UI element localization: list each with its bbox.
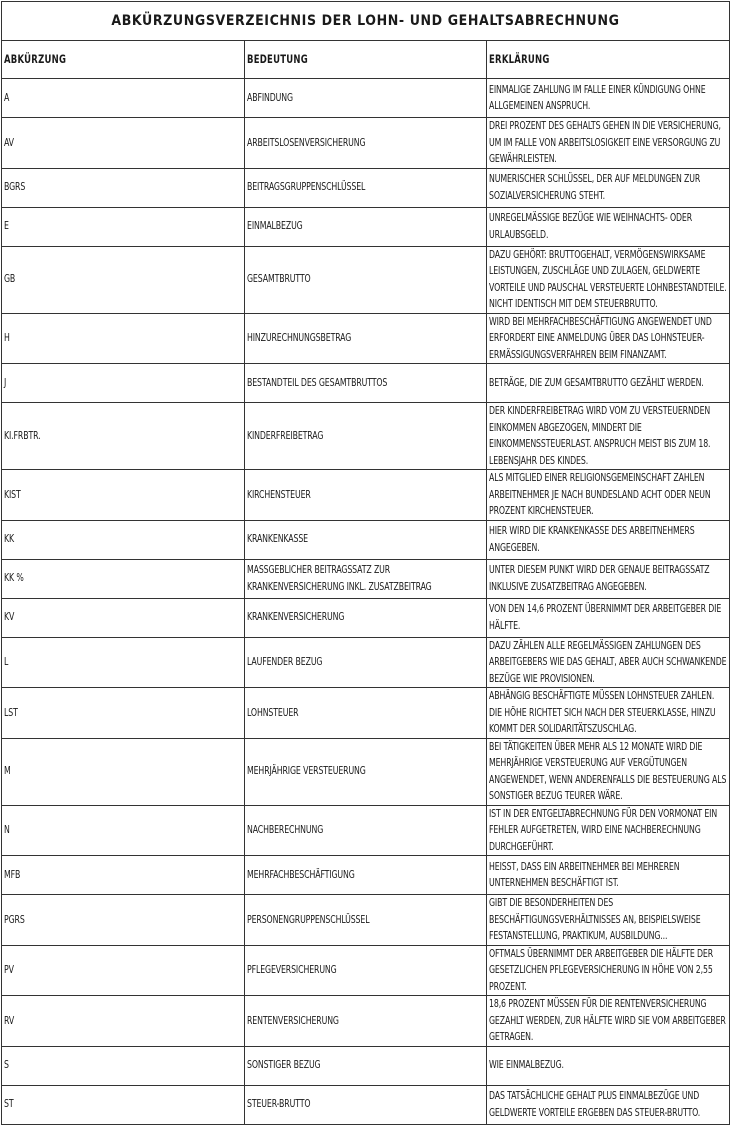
cell-bedeutung: MASSGEBLICHER BEITRAGSSATZ ZUR KRANKENVERSICHERUNG INKL. ZUSATZBEITRAG (244, 559, 487, 598)
cell-bedeutung: ABFINDUNG (244, 79, 487, 118)
cell-abkuerzung: J (2, 364, 245, 403)
cell-bedeutung: KIRCHENSTEUER (244, 470, 487, 521)
cell-erklaerung: HEISST, DASS EIN ARBEITNEHMER BEI MEHREREN UNTERNEHMEN BESCHÄFTIGT IST. (487, 856, 730, 895)
cell-abkuerzung: L (2, 637, 245, 688)
cell-bedeutung: ARBEITSLOSENVERSICHERUNG (244, 118, 487, 169)
cell-erklaerung: GIBT DIE BESONDERHEITEN DES BESCHÄFTIGUNGSVERHÄLTNISSES AN, BEISPIELSWEISE FESTANSTELLUNG, PRAKTIKUM, AUSBILDUNG... (487, 895, 730, 946)
cell-erklaerung: IST IN DER ENTGELTABRECHNUNG FÜR DEN VORMONAT EIN FEHLER AUFGETRETEN, WIRD EINE NACHBERECHNUNG DURCHGEFÜHRT. (487, 805, 730, 856)
cell-erklaerung: NUMERISCHER SCHLÜSSEL, DER AUF MELDUNGEN ZUR SOZIALVERSICHERUNG STEHT. (487, 168, 730, 207)
cell-bedeutung: KINDERFREIBETRAG (244, 403, 487, 470)
cell-abkuerzung: N (2, 805, 245, 856)
table-row (2, 246, 730, 313)
cell-abkuerzung: GB (2, 246, 245, 313)
table-row (2, 520, 730, 559)
cell-erklaerung: ALS MITGLIED EINER RELIGIONSGEMEINSCHAFT ZAHLEN ARBEITNEHMER JE NACH BUNDESLAND ACHT ODER NEUN PROZENT KIRCHENSTEUER. (487, 470, 730, 521)
cell-abkuerzung: KK (2, 520, 245, 559)
cell-abkuerzung: ST (2, 1085, 245, 1124)
header-bedeutung: BEDEUTUNG (244, 41, 487, 79)
cell-bedeutung: GESAMTBRUTTO (244, 246, 487, 313)
cell-abkuerzung: E (2, 207, 245, 246)
cell-erklaerung: WIRD BEI MEHRFACHBESCHÄFTIGUNG ANGEWENDET UND ERFORDERT EINE ANMELDUNG ÜBER DAS LOHNSTEUER-ERMÄSSIGUNGSVERFAHREN BEIM FINANZAMT. (487, 313, 730, 364)
cell-bedeutung: LAUFENDER BEZUG (244, 637, 487, 688)
cell-bedeutung: MEHRFACHBESCHÄFTIGUNG (244, 856, 487, 895)
table-row (2, 207, 730, 246)
table-row (2, 364, 730, 403)
cell-bedeutung: NACHBERECHNUNG (244, 805, 487, 856)
cell-abkuerzung: H (2, 313, 245, 364)
cell-erklaerung: ABHÄNGIG BESCHÄFTIGTE MÜSSEN LOHNSTEUER ZAHLEN. DIE HÖHE RICHTET SICH NACH DER STEUERKLASSE, HINZU KOMMT DER SOLIDARITÄTSZUSCHLAG. (487, 688, 730, 739)
header-erklaerung: ERKLÄRUNG (487, 41, 730, 79)
table-row (2, 1085, 730, 1124)
cell-erklaerung: DER KINDERFREIBETRAG WIRD VOM ZU VERSTEUERNDEN EINKOMMEN ABGEZOGEN, MINDERT DIE EINKOMMENSSTEUERLAST. ANSPRUCH MEIST BIS ZUM 18. LEBENSJAHR DES KINDES. (487, 403, 730, 470)
cell-bedeutung: KRANKENVERSICHERUNG (244, 598, 487, 637)
cell-abkuerzung: BGRS (2, 168, 245, 207)
cell-erklaerung: OFTMALS ÜBERNIMMT DER ARBEITGEBER DIE HÄLFTE DER GESETZLICHEN PFLEGEVERSICHERUNG IN HÖHE VON 2,55 PROZENT. (487, 945, 730, 996)
cell-erklaerung: BETRÄGE, DIE ZUM GESAMTBRUTTO GEZÄHLT WERDEN. (487, 364, 730, 403)
cell-bedeutung: BESTANDTEIL DES GESAMTBRUTTOS (244, 364, 487, 403)
cell-abkuerzung: KI.FRBTR. (2, 403, 245, 470)
cell-bedeutung: PERSONENGRUPPENSCHLÜSSEL (244, 895, 487, 946)
cell-abkuerzung: KIST (2, 470, 245, 521)
cell-erklaerung: UNTER DIESEM PUNKT WIRD DER GENAUE BEITRAGSSATZ INKLUSIVE ZUSATZBEITRAG ANGEGEBEN. (487, 559, 730, 598)
table-row (2, 996, 730, 1047)
table-row (2, 470, 730, 521)
table-row (2, 403, 730, 470)
table-row (2, 637, 730, 688)
table-row (2, 945, 730, 996)
cell-bedeutung: SONSTIGER BEZUG (244, 1046, 487, 1085)
cell-abkuerzung: PGRS (2, 895, 245, 946)
table-row (2, 598, 730, 637)
header-abkuerzung: ABKÜRZUNG (2, 41, 245, 79)
cell-erklaerung: VON DEN 14,6 PROZENT ÜBERNIMMT DER ARBEITGEBER DIE HÄLFTE. (487, 598, 730, 637)
cell-erklaerung: HIER WIRD DIE KRANKENKASSE DES ARBEITNEHMERS ANGEGEBEN. (487, 520, 730, 559)
cell-bedeutung: HINZURECHNUNGSBETRAG (244, 313, 487, 364)
cell-abkuerzung: M (2, 738, 245, 805)
cell-abkuerzung: PV (2, 945, 245, 996)
table-row (2, 313, 730, 364)
cell-erklaerung: UNREGELMÄSSIGE BEZÜGE WIE WEIHNACHTS- ODER URLAUBSGELD. (487, 207, 730, 246)
table-row (2, 895, 730, 946)
cell-erklaerung: BEI TÄTIGKEITEN ÜBER MEHR ALS 12 MONATE WIRD DIE MEHRJÄHRIGE VERSTEUERUNG AUF VERGÜTUNGEN ANGEWENDET, WENN ANDERENFALLS DIE BESTEUERUNG ALS SONSTIGER BEZUG TEURER WÄRE. (487, 738, 730, 805)
table-row (2, 1046, 730, 1085)
table-row (2, 118, 730, 169)
table-row (2, 559, 730, 598)
table-row (2, 688, 730, 739)
cell-bedeutung: RENTENVERSICHERUNG (244, 996, 487, 1047)
cell-erklaerung: EINMALIGE ZAHLUNG IM FALLE EINER KÜNDIGUNG OHNE ALLGEMEINEN ANSPRUCH. (487, 79, 730, 118)
cell-erklaerung: DAS TATSÄCHLICHE GEHALT PLUS EINMALBEZÜGE UND GELDWERTE VORTEILE ERGEBEN DAS STEUER-BRUTTO. (487, 1085, 730, 1124)
cell-bedeutung: BEITRAGSGRUPPENSCHLÜSSEL (244, 168, 487, 207)
cell-bedeutung: KRANKENKASSE (244, 520, 487, 559)
cell-abkuerzung: KK % (2, 559, 245, 598)
table-row (2, 738, 730, 805)
cell-erklaerung: DAZU GEHÖRT: BRUTTOGEHALT, VERMÖGENSWIRKSAME LEISTUNGEN, ZUSCHLÄGE UND ZULAGEN, GELDWERTE VORTEILE UND PAUSCHAL VERSTEUERTE LOHNBESTANDTEILE. NICHT IDENTISCH MIT DEM STEUERBRUTTO. (487, 246, 730, 313)
cell-abkuerzung: A (2, 79, 245, 118)
abbreviation-table (1, 1, 730, 1125)
cell-erklaerung: WIE EINMALBEZUG. (487, 1046, 730, 1085)
table-row (2, 168, 730, 207)
cell-erklaerung: 18,6 PROZENT MÜSSEN FÜR DIE RENTENVERSICHERUNG GEZAHLT WERDEN, ZUR HÄLFTE WIRD SIE VOM ARBEITGEBER GETRAGEN. (487, 996, 730, 1047)
table-row (2, 805, 730, 856)
cell-bedeutung: MEHRJÄHRIGE VERSTEUERUNG (244, 738, 487, 805)
header-row (2, 41, 730, 79)
cell-bedeutung: LOHNSTEUER (244, 688, 487, 739)
cell-bedeutung: PFLEGEVERSICHERUNG (244, 945, 487, 996)
table-title: ABKÜRZUNGSVERZEICHNIS DER LOHN- UND GEHALTSABRECHNUNG (2, 2, 730, 41)
cell-abkuerzung: RV (2, 996, 245, 1047)
cell-abkuerzung: KV (2, 598, 245, 637)
cell-erklaerung: DREI PROZENT DES GEHALTS GEHEN IN DIE VERSICHERUNG, UM IM FALLE VON ARBEITSLOSIGKEIT EINE VERSORGUNG ZU GEWÄHRLEISTEN. (487, 118, 730, 169)
cell-abkuerzung: S (2, 1046, 245, 1085)
cell-erklaerung: DAZU ZÄHLEN ALLE REGELMÄSSIGEN ZAHLUNGEN DES ARBEITGEBERS WIE DAS GEHALT, ABER AUCH SCHWANKENDE BEZÜGE WIE PROVISIONEN. (487, 637, 730, 688)
table-row (2, 79, 730, 118)
cell-abkuerzung: AV (2, 118, 245, 169)
cell-abkuerzung: MFB (2, 856, 245, 895)
cell-bedeutung: EINMALBEZUG (244, 207, 487, 246)
table-row (2, 856, 730, 895)
cell-bedeutung: STEUER-BRUTTO (244, 1085, 487, 1124)
cell-abkuerzung: LST (2, 688, 245, 739)
